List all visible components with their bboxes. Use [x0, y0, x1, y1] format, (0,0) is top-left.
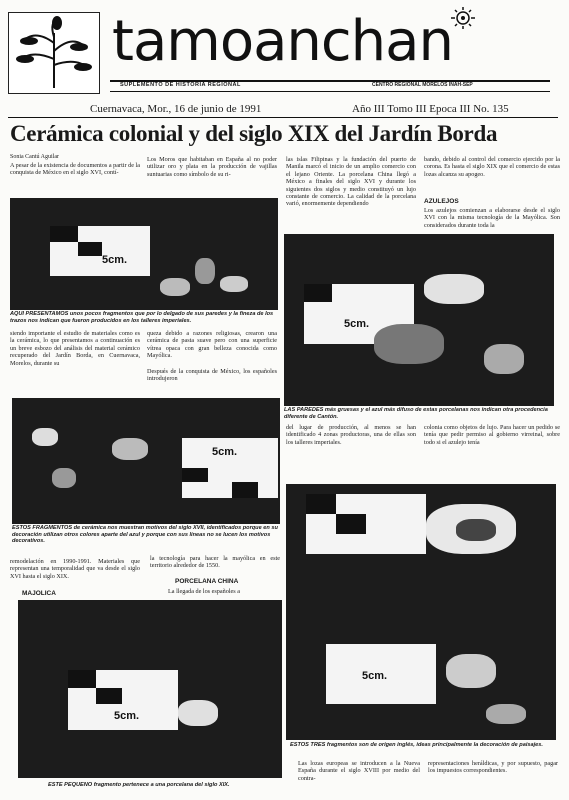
col2-paragraph-3: Después de la conquista de México, los españoles introdujeron — [147, 368, 277, 383]
col3-paragraph-1: las islas Filipinas y la fundación del puerto de Manila marcó el inicio de un amplio comercio con el lejano Oriente. La porcelana China llegó a México a finales del siglo XVI y durante los siguientes dos siglos y medio constituyó un lujo constante de comercio. La calidad de la porcelana varió, enormemente dependiendo — [286, 156, 416, 208]
caption-photo-4: ESTOS TRES fragmentos son de origen inglés, ideas principalmente la decoración de paisajes. — [290, 742, 543, 748]
caption-photo-1: AQUÍ PRESENTAMOS unos pocos fragmentos que por lo delgado de sus paredes y la fineza de los trazos nos indican que fueron producidos en los talleres imperiales. — [10, 311, 274, 324]
photo-fragments-3 — [12, 398, 280, 524]
section-porcelana-china: PORCELANA CHINA — [175, 578, 239, 585]
scale-bar: 5cm. — [182, 438, 278, 498]
caption-photo-3: ESTOS FRAGMENTOS de cerámica nos muestran motivos del siglo XVII, identificados porque en su decoración utilizan otros colores aparte del azul y porque con sus líneas no se lucen los motivos decorativos. — [12, 525, 278, 544]
byline: Sonia Cantú Aguilar — [10, 154, 59, 160]
section-majolica: MAJOLICA — [22, 590, 56, 597]
masthead-tagline: SUPLEMENTO DE HISTORIA REGIONAL — [120, 82, 241, 88]
photo-fragments-5 — [18, 600, 282, 778]
issue-number: Año III Tomo III Epoca III No. 135 — [352, 103, 509, 115]
photo-fragments-4 — [286, 484, 556, 740]
masthead-rule-thin — [110, 91, 550, 92]
scale-bar: 5cm. — [50, 226, 150, 276]
col1-paragraph-1: A pesar de la existencia de documentos a partir de la conquista de México en el siglo XVI, contí- — [10, 162, 140, 177]
col4-paragraph-2: Los azulejos comienzan a elaborarse desde el siglo XVI con la misma tecnología de la Mayólica. Son considerados durante toda la — [424, 207, 560, 229]
masthead-title: tamoanchan — [112, 9, 453, 74]
header-divider — [8, 117, 558, 118]
article-headline: Cerámica colonial y del siglo XIX del Jardín Borda — [10, 121, 498, 146]
col4-paragraph-4: representaciones heráldicas, y por supuesto, pagar los impuestos correspondientes. — [428, 760, 558, 775]
sun-emblem-icon — [448, 6, 478, 30]
caption-photo-5: ESTE PEQUEÑO fragmento pertenece a una porcelana del siglo XIX. — [48, 782, 230, 788]
col4-paragraph-1: bando, debido al control del comercio ejercido por la corona. Es hasta el siglo XIX que el comercio de estas lozas alcanza su apogeo. — [424, 156, 560, 178]
regional-emblem-logo — [8, 12, 100, 94]
scale-bar: 5cm. — [326, 644, 436, 704]
section-azulejos: AZULEJOS — [424, 198, 459, 205]
col1-paragraph-3: remodelación en 1990-1991. Materiales que representan una temporalidad que va desde el siglo XVI hasta el siglo XIX. — [10, 558, 140, 580]
scale-bar: 5cm. — [68, 670, 178, 730]
masthead-tagline-right: CENTRO REGIONAL MORELOS INAH-SEP — [372, 82, 473, 88]
scale-bar: 5cm. — [304, 284, 414, 344]
col3-paragraph-2: del lugar de producción, al menos se han identificado 4 zonas productoras, una de ellas son los talleres imperiales. — [286, 424, 416, 446]
col3-paragraph-3: Las lozas europeas se introducen a la Nueva España durante el siglo XVIII por medio del contra- — [298, 760, 420, 782]
col4-paragraph-3: colonia como objetos de lujo. Para hacer un pedido se tenía que pedir permiso al gobierno virreinal, sobre todo si el azulejo tenía — [424, 424, 560, 446]
photo-fragments-2 — [284, 234, 554, 406]
col2-paragraph-2: queza debido a razones religiosas, crearon una cerámica de pasta suave pero con una superficie vítrea opaca con gran belleza conocida como Mayólica. — [147, 330, 277, 360]
dateline: Cuernavaca, Mor., 16 de junio de 1991 — [90, 103, 262, 115]
photo-fragments-1 — [10, 198, 278, 310]
col2-paragraph-5: La llegada de los españoles a — [168, 588, 240, 595]
col1-paragraph-2: siendo importante el estudio de materiales como es la cerámica, lo que presentamos a continuación es un breve esbozo del análisis del material cerámico recuperado del Jardín Borda, en Cuernavaca, Morelos, durante su — [10, 330, 140, 367]
col2-paragraph-4: la tecnología para hacer la mayólica en este territorio alrededor de 1550. — [150, 555, 280, 570]
caption-photo-2: LAS PAREDES más gruesas y el azul más difuso de estas porcelanas nos indican otra procedencia diferente de Cantón. — [284, 407, 548, 420]
scale-bar — [306, 494, 426, 554]
col2-paragraph-1: Los Moros que habitaban en España al no poder utilizar oro y plata en la producción de vajillas suntuarias como símbolo de su ri- — [147, 156, 277, 178]
